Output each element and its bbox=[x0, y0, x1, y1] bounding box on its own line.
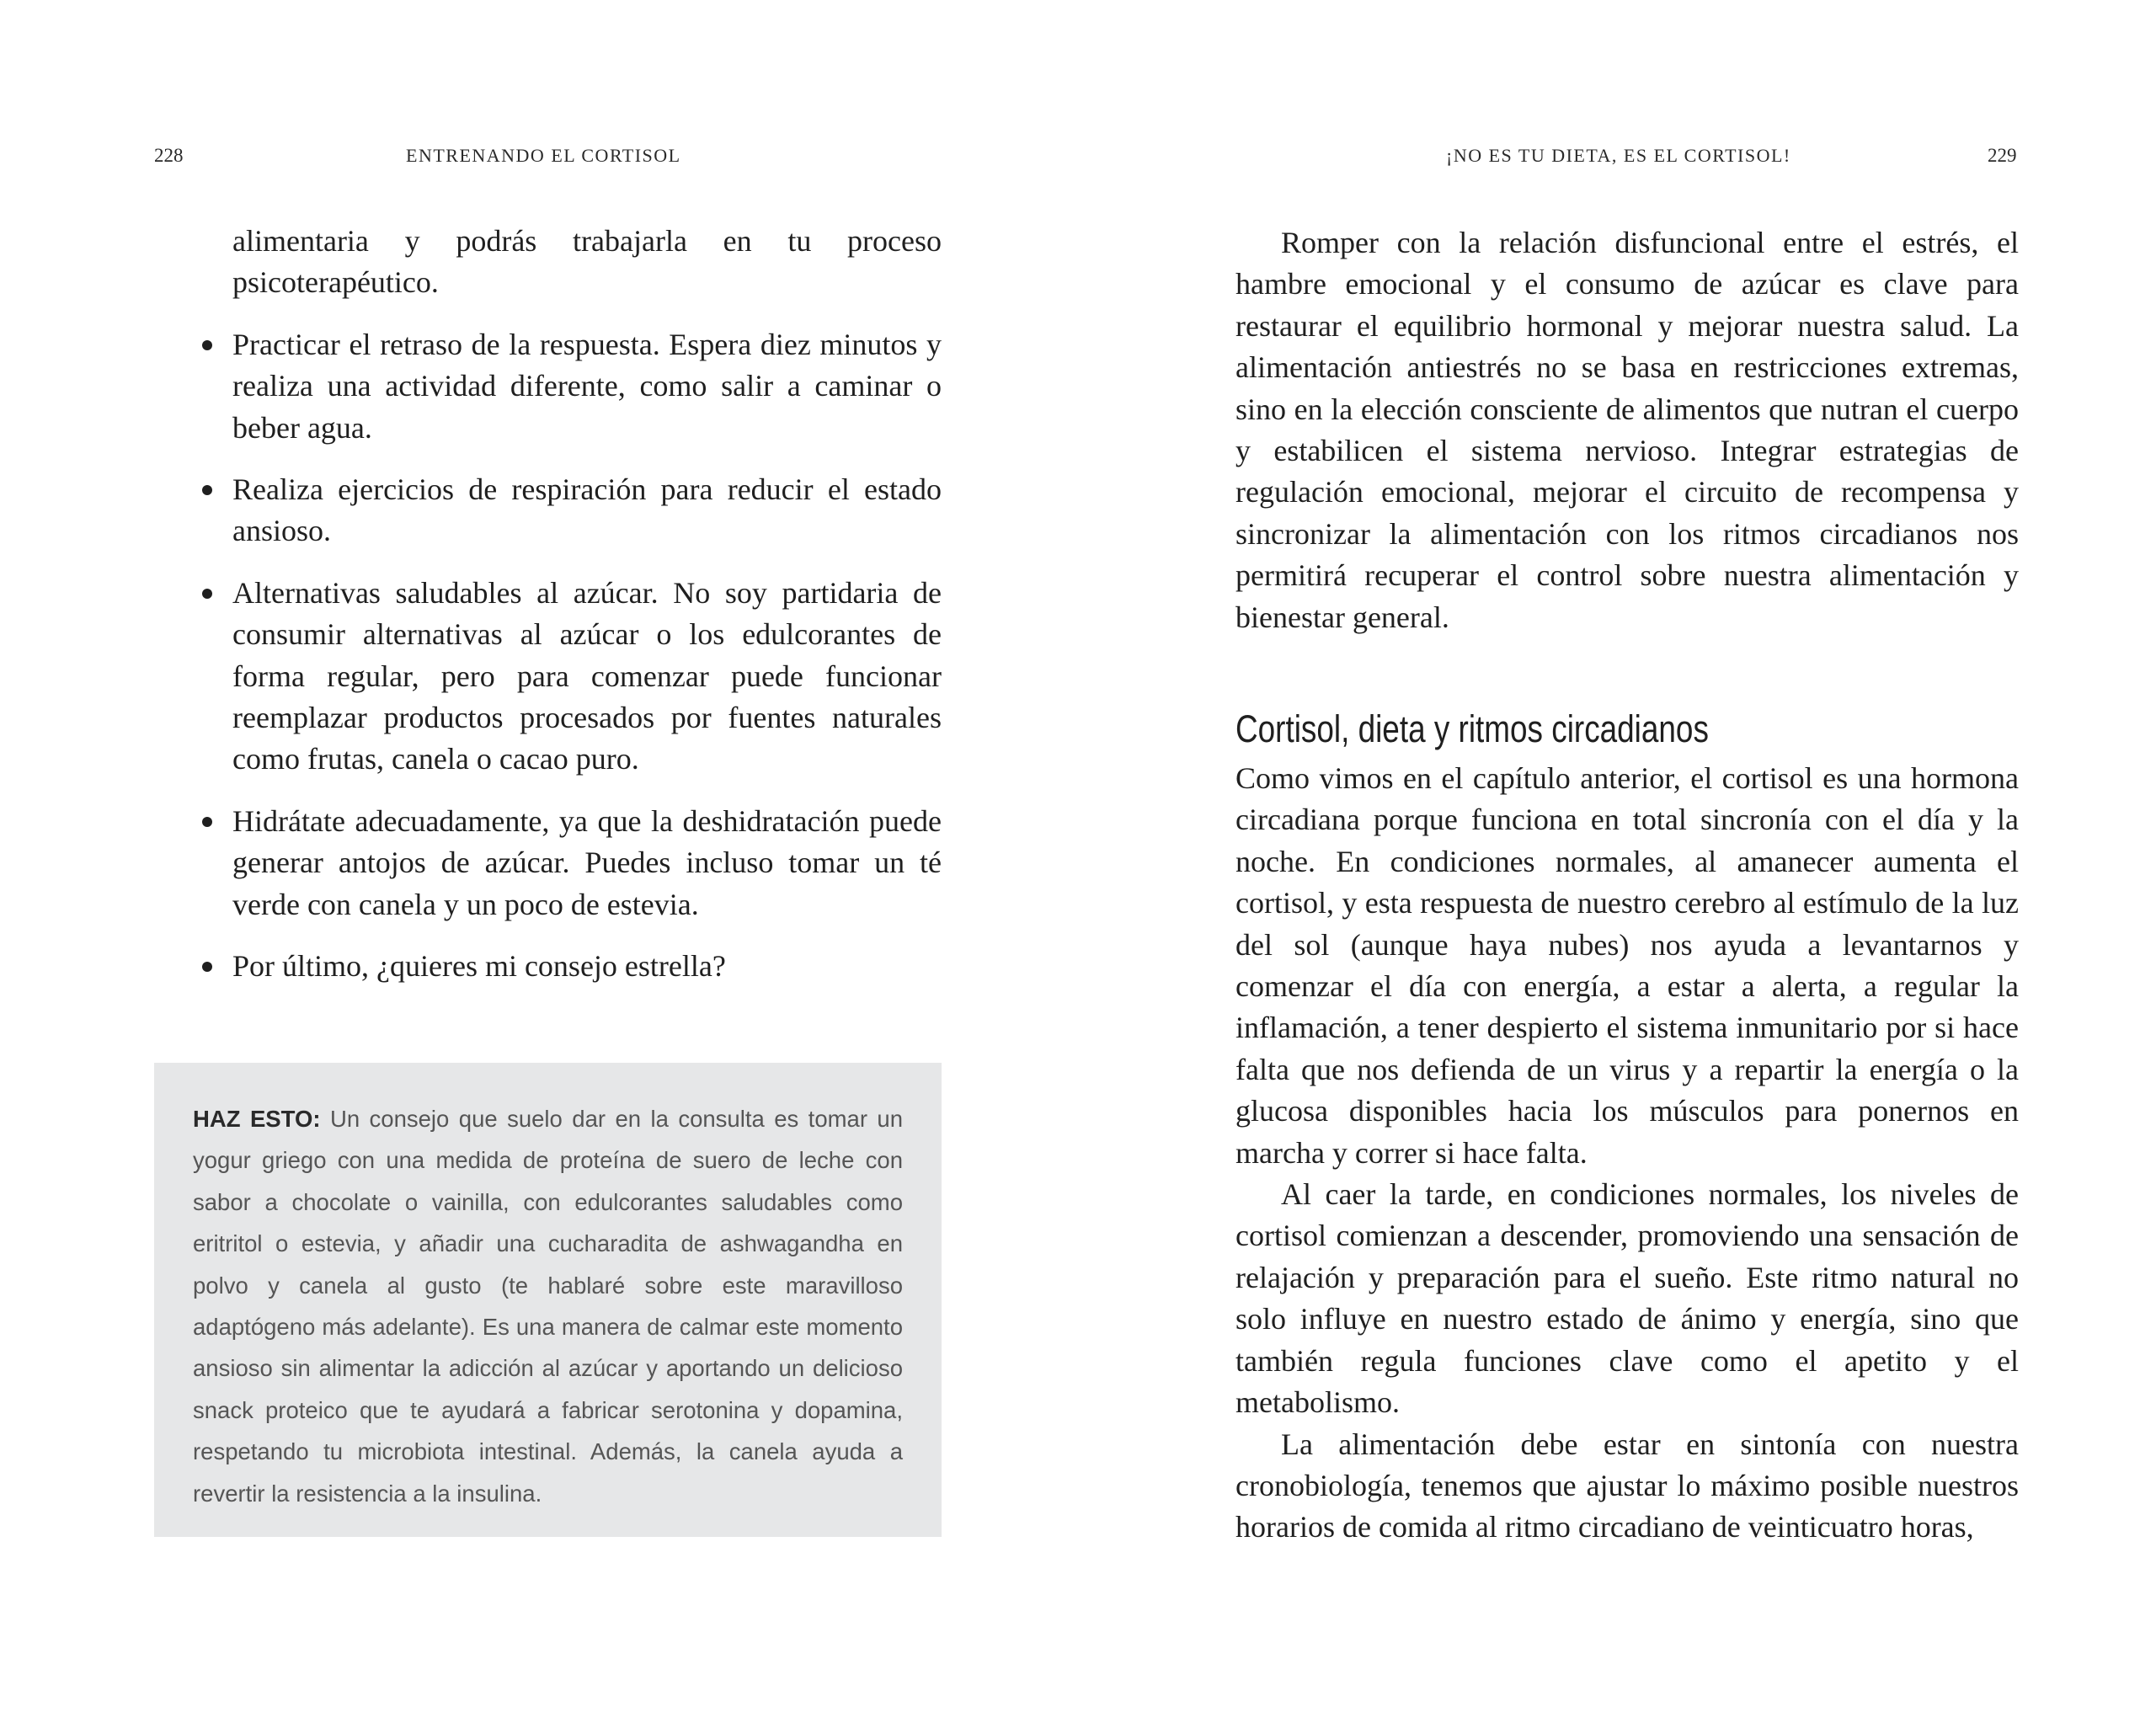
tip-body: Un consejo que suelo dar en la consulta es tomar un yogur griego con una medida de proteína de suero de leche con sabor a chocolate o vainilla, con edulcorantes saludables como eritritol o estevia, y añadir una cucharadita de ashwagandha en polvo y canela al gusto (te hablaré sobre este maravilloso adaptógeno más adelante). Es una manera de calmar este momento ansioso sin alimentar la adicción al azúcar y aportando un delicioso snack proteico que te ayudará a fabricar serotonina y dopamina, respetando tu microbiota intestinal. Además, la canela ayuda a revertir la resistencia a la insulina. bbox=[193, 1106, 904, 1507]
running-head-left: ENTRENANDO EL CORTISOL bbox=[406, 145, 681, 166]
section-body bbox=[1235, 758, 2019, 1549]
bullet-icon bbox=[202, 340, 212, 350]
list-item bbox=[232, 801, 942, 926]
section-heading: Cortisol, dieta y ritmos circadianos bbox=[1235, 707, 1709, 750]
bullet-icon bbox=[202, 589, 212, 599]
bullet-icon bbox=[202, 817, 212, 827]
intro-paragraph: Romper con la relación disfuncional entre el estrés, el hambre emocional y el consumo de azúcar es clave para restaurar el equilibrio hormonal y mejorar nuestra salud. La alimentación antiestrés no se basa en restricciones extremas, sino en la elección consciente de alimentos que nutran el cuerpo y estabilicen el sistema nervioso. Integrar estrategias de regulación emocional, mejorar el circuito de recompensa y sincronizar la alimentación con los ritmos circadianos nos permitirá recuperar el control sobre nuestra alimentación y bienestar general. bbox=[1235, 226, 2019, 634]
intro-text bbox=[1235, 222, 2019, 638]
list-item-text: Por último, ¿quieres mi consejo estrella? bbox=[232, 949, 726, 984]
running-head-right: ¡NO ES TU DIETA, ES EL CORTISOL! bbox=[1446, 145, 1791, 166]
tip-label: HAZ ESTO: bbox=[193, 1106, 321, 1132]
list-item bbox=[232, 469, 942, 552]
page-number-left: 228 bbox=[154, 145, 184, 166]
list-item bbox=[232, 946, 942, 987]
list-item bbox=[232, 573, 942, 781]
list-item bbox=[232, 324, 942, 449]
bullet-icon bbox=[202, 962, 212, 972]
list-item-text: Hidrátate adecuadamente, ya que la deshidratación puede generar antojos de azúcar. Puedes incluso tomar un té verde con canela y un poco de estevia. bbox=[232, 803, 942, 921]
list-item-text: Alternativas saludables al azúcar. No soy partidaria de consumir alternativas al azúcar o los edulcorantes de forma regular, pero para comenzar puede funcionar reemplazar productos procesados por fuentes naturales como frutas, canela o cacao puro. bbox=[232, 575, 942, 776]
continued-paragraph: alimentaria y podrás trabajarla en tu proceso psicoterapéutico. bbox=[232, 224, 942, 300]
list-item-text: Practicar el retraso de la respuesta. Espera diez minutos y realiza una actividad diferente, como salir a caminar o beber agua. bbox=[232, 327, 942, 445]
tip-box bbox=[154, 1063, 942, 1537]
left-body bbox=[232, 221, 942, 988]
tips-list bbox=[232, 324, 942, 988]
section-paragraph: Como vimos en el capítulo anterior, el cortisol es una hormona circadiana porque funciona en total sincronía con el día y la noche. En condiciones normales, al amanecer aumenta el cortisol, y esta respuesta de nuestro cerebro al estímulo de la luz del sol (aunque haya nubes) nos ayuda a levantarnos y comenzar el día con energía, a estar a alerta, a regular la inflamación, a tener despierto el sistema inmunitario por si hace falta que nos defienda de un virus y a repartir la energía o la glucosa disponibles hacia los músculos para ponernos en marcha y correr si hace falta. bbox=[1235, 761, 2019, 1170]
page-number-right: 229 bbox=[1988, 145, 2017, 166]
list-item-text: Realiza ejercicios de respiración para reducir el estado ansioso. bbox=[232, 472, 942, 548]
section-paragraph: La alimentación debe estar en sintonía con nuestra cronobiología, tenemos que ajustar lo máximo posible nuestros horarios de comida al ritmo circadiano de veinticuatro horas, bbox=[1235, 1427, 2019, 1544]
tip-text bbox=[193, 1098, 903, 1514]
bullet-icon bbox=[202, 485, 212, 495]
section-paragraph: Al caer la tarde, en condiciones normales, los niveles de cortisol comienzan a descender, promoviendo una sensación de relajación y preparación para el sueño. Este ritmo natural no solo influye en nuestro estado de ánimo y energía, sino que también regula funciones clave como el apetito y el metabolismo. bbox=[1235, 1177, 2019, 1420]
